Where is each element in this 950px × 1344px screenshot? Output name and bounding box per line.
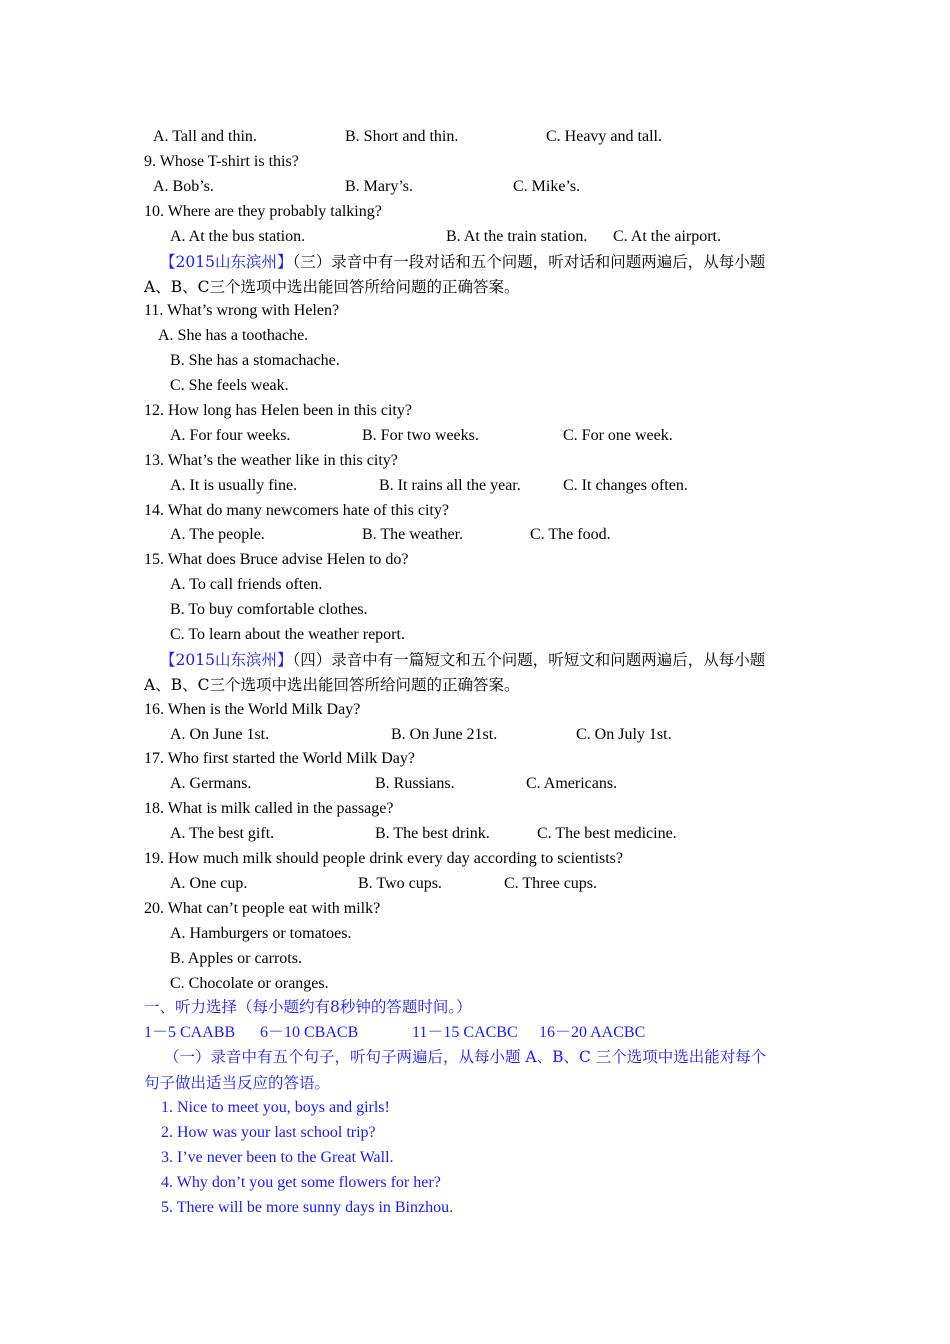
section4-instruction-line2: A、B、C三个选项中选出能回答所给问题的正确答案。 [144,676,520,694]
q12-option-c: C. For one week. [563,427,673,444]
section3-instruction-text: （三）录音中有一段对话和五个问题，听对话和问题两遍后，从每小题 [292,253,766,271]
q19-option-c: C. Three cups. [504,875,598,892]
section4-instruction-line1 [160,650,765,670]
q13-option-b: B. It rains all the year. [379,477,521,494]
q9-option-c: C. Mike’s. [513,178,581,195]
q17-option-c: C. Americans. [526,775,618,792]
q16-option-b: B. On June 21st. [391,726,498,743]
q20-option-c: C. Chocolate or oranges. [170,975,329,992]
answer-group-2: 6－10 CBACB [260,1024,359,1041]
q20-option-b: B. Apples or carrots. [170,950,302,967]
q11-question: 11. What’s wrong with Helen? [144,302,340,319]
q12-option-b: B. For two weeks. [362,427,479,444]
q9-option-b: B. Mary’s. [345,178,413,195]
q17-question: 17. Who first started the World Milk Day? [144,750,415,767]
q10-option-b: B. At the train station. [446,228,588,245]
q14-option-c: C. The food. [530,526,611,543]
section3-source-tag: 【2015山东滨州】 [160,253,293,271]
q20-option-a: A. Hamburgers or tomatoes. [170,925,352,942]
q18-option-c: C. The best medicine. [537,825,677,842]
q11-option-c: C. She feels weak. [170,377,289,394]
q19-option-a: A. One cup. [170,875,248,892]
q17-option-b: B. Russians. [375,775,455,792]
q15-option-b: B. To buy comfortable clothes. [170,601,368,618]
q8-option-a: A. Tall and thin. [153,128,257,145]
q14-option-b: B. The weather. [362,526,464,543]
answers-sub1-line1: （一）录音中有五个句子，听句子两遍后，从每小题 A、B、C 三个选项中选出能对每个 [164,1048,767,1066]
transcript-sentence-4: 4. Why don’t you get some flowers for her? [161,1174,441,1191]
q16-option-a: A. On June 1st. [170,726,270,743]
transcript-sentence-5: 5. There will be more sunny days in Binzhou. [161,1199,454,1216]
q10-option-a: A. At the bus station. [170,228,306,245]
q15-option-a: A. To call friends often. [170,576,323,593]
q10-option-c: C. At the airport. [613,228,721,245]
transcript-sentence-1: 1. Nice to meet you, boys and girls! [161,1099,390,1116]
answers-heading: 一、听力选择（每小题约有8秒钟的答题时间。） [144,998,472,1016]
q13-option-a: A. It is usually fine. [170,477,298,494]
q9-question: 9. Whose T-shirt is this? [144,153,299,170]
answers-sub1-line2: 句子做出适当反应的答语。 [144,1074,331,1092]
q8-option-c: C. Heavy and tall. [546,128,662,145]
transcript-sentence-2: 2. How was your last school trip? [161,1124,376,1141]
q16-option-c: C. On July 1st. [576,726,672,743]
section3-instruction-line2: A、B、C三个选项中选出能回答所给问题的正确答案。 [144,278,520,296]
q14-question: 14. What do many newcomers hate of this city? [144,502,449,519]
q11-option-a: A. She has a toothache. [158,327,309,344]
q9-option-a: A. Bob’s. [153,178,214,195]
q16-question: 16. When is the World Milk Day? [144,701,361,718]
q12-option-a: A. For four weeks. [170,427,291,444]
q14-option-a: A. The people. [170,526,265,543]
q15-option-c: C. To learn about the weather report. [170,626,405,643]
q10-question: 10. Where are they probably talking? [144,203,382,220]
q8-option-b: B. Short and thin. [345,128,459,145]
q12-question: 12. How long has Helen been in this city? [144,402,412,419]
q19-option-b: B. Two cups. [358,875,442,892]
q17-option-a: A. Germans. [170,775,252,792]
section4-source-tag: 【2015山东滨州】 [160,651,293,669]
section4-instruction-text: （四）录音中有一篇短文和五个问题，听短文和问题两遍后，从每小题 [292,651,766,669]
q13-option-c: C. It changes often. [563,477,688,494]
answer-group-3: 11－15 CACBC [412,1024,518,1041]
q15-question: 15. What does Bruce advise Helen to do? [144,551,409,568]
q18-option-a: A. The best gift. [170,825,275,842]
q19-question: 19. How much milk should people drink every day according to scientists? [144,850,624,867]
q18-option-b: B. The best drink. [375,825,490,842]
q20-question: 20. What can’t people eat with milk? [144,900,381,917]
q18-question: 18. What is milk called in the passage? [144,800,394,817]
answer-group-4: 16－20 AACBC [539,1024,646,1041]
q13-question: 13. What’s the weather like in this city? [144,452,398,469]
section3-instruction-line1 [160,252,765,272]
transcript-sentence-3: 3. I’ve never been to the Great Wall. [161,1149,394,1166]
q11-option-b: B. She has a stomachache. [170,352,340,369]
answer-group-1: 1－5 CAABB [144,1024,236,1041]
